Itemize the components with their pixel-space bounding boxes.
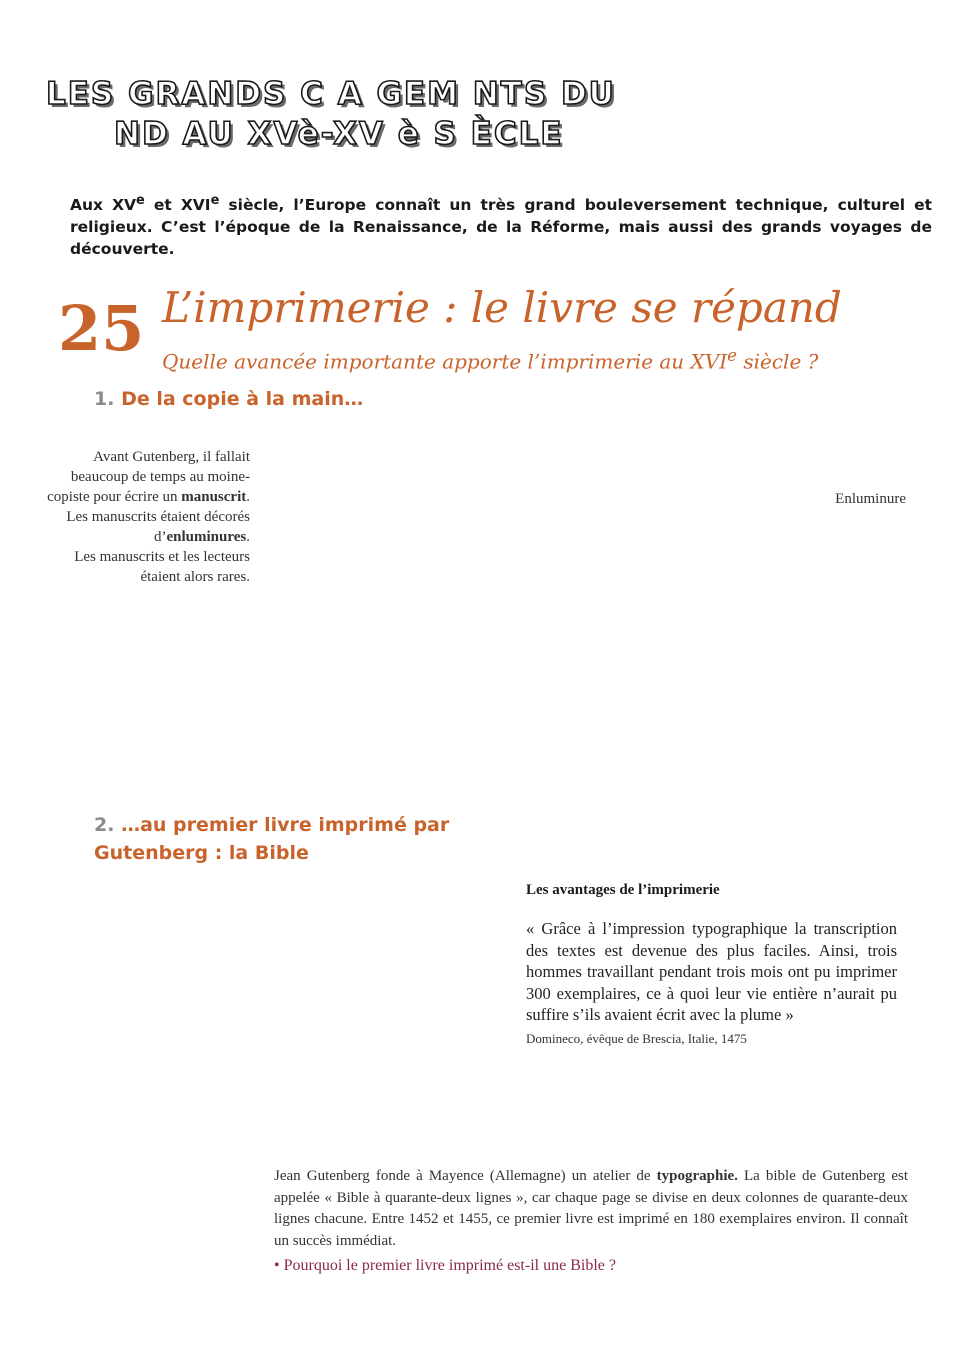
- intro-paragraph: Aux XVe et XVIe siècle, l’Europe connaît un très grand bouleversement technique, culturel et religieux. C’est l’époque de la Renaissance, de la Réforme, mais aussi des grands voyages de découverte.: [70, 193, 932, 259]
- quote-box: [526, 880, 897, 1048]
- quote-source: Domineco, évêque de Brescia, Italie, 1475: [526, 1030, 747, 1046]
- quote-title: Les avantages de l’imprimerie: [526, 882, 720, 898]
- quote-text: « Grâce à l’impression typographique la transcription des textes est devenue des plus faciles. Ainsi, trois hommes travaillant pendant trois mois ont pu imprimer 300 exemplaires, ce à quoi leur vie entière n’aurait pu suffire s’ils avaient écrit avec la plume »: [526, 919, 897, 1024]
- bible-question: • Pourquoi le premier livre imprimé est-il une Bible ?: [274, 1257, 616, 1274]
- manuscript-description: Avant Gutenberg, il fallait beaucoup de temps au moine-copiste pour écrire un manuscrit. Les manuscrits étaient décorés d’enluminures. Les manuscrits et les lecteurs étaient alors rares.: [47, 449, 250, 585]
- section-2-number: 2.: [94, 814, 115, 836]
- chapter-title: [46, 74, 806, 154]
- lesson-number: 25: [58, 292, 145, 365]
- chapter-title-line-2: ND AU XVè-XV è S ÈCLE: [114, 116, 564, 152]
- chapter-title-line-1: LES GRANDS C A GEM NTS DU: [46, 76, 616, 112]
- section-1-title: De la copie à la main…: [121, 388, 364, 410]
- gutenberg-paragraph: Jean Gutenberg fonde à Mayence (Allemagne) un atelier de typographie. La bible de Gutenberg est appelée « Bible à quarante-deux lignes », car chaque page se divise en deux colonnes de quarante-deux lignes chacune. Entre 1452 et 1455, ce premier livre est imprimé en 180 exemplaires environ. Il connaît un succès immédiat.: [274, 1168, 908, 1249]
- illumination-caption: Enluminure: [835, 491, 906, 507]
- lesson-question: Quelle avancée importante apporte l’imprimerie au XVIe siècle ?: [162, 346, 819, 374]
- section-2-heading: [94, 811, 494, 867]
- section-1-heading: [94, 385, 363, 413]
- lesson-title: L’imprimerie : le livre se répand: [162, 283, 842, 332]
- section-2-title: …au premier livre imprimé par Gutenberg : la Bible: [94, 814, 450, 864]
- section-1-number: 1.: [94, 388, 115, 410]
